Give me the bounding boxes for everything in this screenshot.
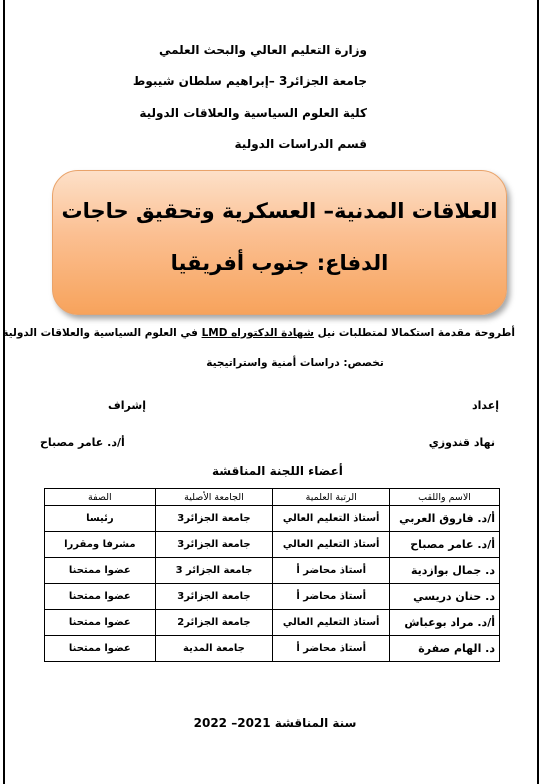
member-name: أ/د. عامر مصباح	[390, 532, 500, 558]
member-role: عضوا ممتحنا	[45, 558, 156, 584]
table-row	[45, 610, 500, 636]
supervisor-name: أ/د. عامر مصباح	[40, 436, 125, 449]
member-rank: أستاذ التعليم العالي	[273, 506, 390, 532]
member-name: أ/د. فاروق العربي	[390, 506, 500, 532]
member-university: جامعة الجزائر2	[155, 610, 273, 636]
header-rank: الرتبة العلمية	[273, 489, 390, 506]
member-rank: أستاذ محاضر أ	[273, 636, 390, 662]
ministry-name: وزارة التعليم العالي والبحث العلمي	[158, 43, 367, 57]
thesis-title-box	[52, 170, 507, 315]
table-row	[45, 558, 500, 584]
member-role: عضوا ممتحنا	[45, 610, 156, 636]
member-role: عضوا ممتحنا	[45, 584, 156, 610]
header-university: الجامعة الأصلية	[155, 489, 273, 506]
thesis-degree: شهادة الدكتوراه LMD	[201, 327, 314, 339]
thesis-text-1: أطروحة مقدمة استكمالا لمتطلبات نيل	[313, 327, 515, 339]
specialization: تخصص: دراسات أمنية واستراتيجية	[206, 357, 384, 369]
member-rank: أستاذ محاضر أ	[273, 558, 390, 584]
member-university: جامعة الجزائر3	[155, 532, 273, 558]
member-name: د. جمال بوازدية	[390, 558, 500, 584]
member-name: د. الهام صفرة	[390, 636, 500, 662]
member-role: رئيسا	[45, 506, 156, 532]
table-row	[45, 506, 500, 532]
thesis-title-line-2: الدفاع: جنوب أفريقيا	[170, 251, 389, 275]
table-row	[45, 636, 500, 662]
table-header-row	[45, 489, 500, 506]
faculty-name: كلية العلوم السياسية والعلاقات الدولية	[139, 106, 367, 120]
university-name: جامعة الجزائر3 –إبراهيم سلطان شيبوط	[132, 74, 367, 88]
thesis-title-line-1: العلاقات المدنية– العسكرية وتحقيق حاجات	[61, 199, 498, 223]
header-role: الصفة	[45, 489, 156, 506]
member-role: مشرفا ومقررا	[45, 532, 156, 558]
committee-table	[44, 488, 500, 662]
table-row	[45, 532, 500, 558]
member-name: أ/د. مراد بوعباش	[390, 610, 500, 636]
member-university: جامعة الجزائر3	[155, 506, 273, 532]
member-name: د. حنان دريسي	[390, 584, 500, 610]
member-role: عضوا ممتحنا	[45, 636, 156, 662]
committee-title: أعضاء اللجنة المناقشة	[212, 464, 343, 478]
table-row	[45, 584, 500, 610]
member-university: جامعة الجزائر3	[155, 584, 273, 610]
defense-year: سنة المناقشة 2021– 2022	[193, 716, 357, 730]
member-university: جامعة الجزائر 3	[155, 558, 273, 584]
prepared-by-label: إعداد	[471, 399, 499, 412]
student-name: نهاد قندوزي	[428, 436, 495, 449]
department-name: قسم الدراسات الدولية	[234, 137, 367, 151]
thesis-statement	[2, 327, 515, 339]
header-name: الاسم واللقب	[390, 489, 500, 506]
member-university: جامعة المدية	[155, 636, 273, 662]
member-rank: أستاذ محاضر أ	[273, 584, 390, 610]
member-rank: أستاذ التعليم العالي	[273, 610, 390, 636]
thesis-text-2: في العلوم السياسية والعلاقات الدولية	[2, 327, 202, 339]
member-rank: أستاذ التعليم العالي	[273, 532, 390, 558]
supervision-label: إشراف	[108, 399, 146, 412]
